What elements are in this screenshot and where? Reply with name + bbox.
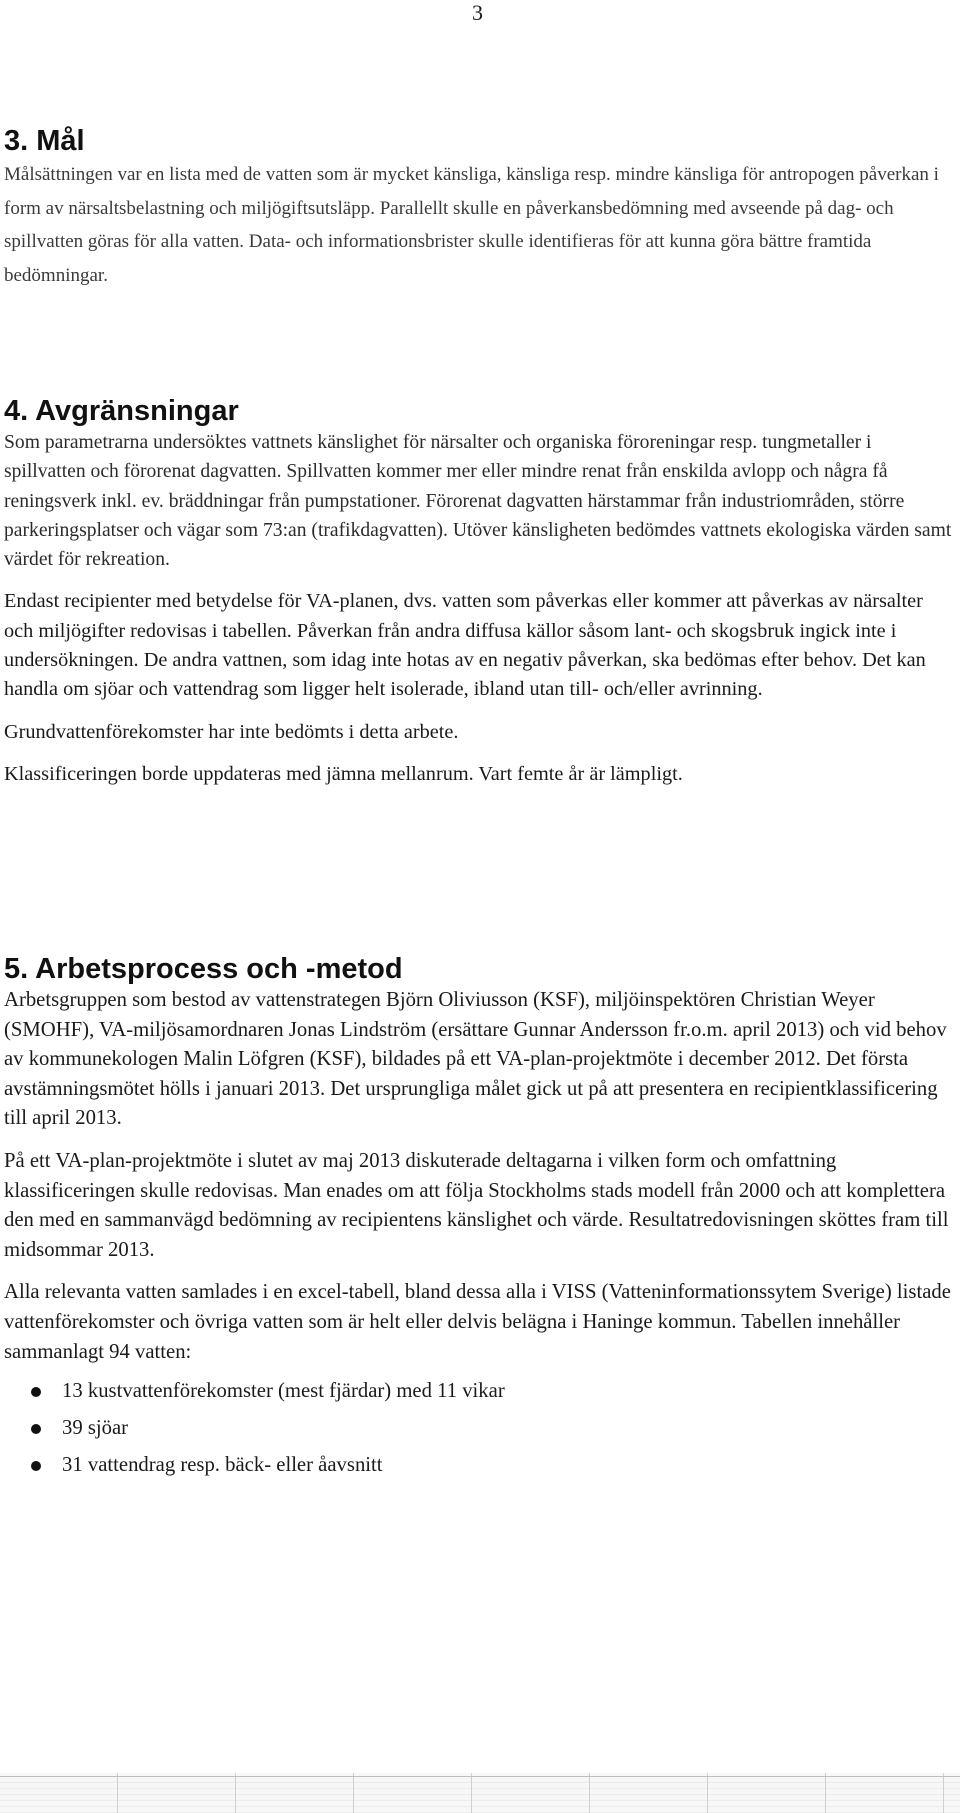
paragraph: Arbetsgruppen som bestod av vattenstrategen Björn Oliviusson (KSF), miljöinspektören Christian Weyer (SMOHF), VA-miljösamordnaren Jonas Lindström (ersättare Gunnar Andersson fr.o.m. april 2013) och vid behov av kommunekologen Malin Löfgren (KSF), bildades på ett VA-plan-projektmöte i december 2012. Det första avstämningsmötet hölls i januari 2013. Det ursprungliga målet gick ut på att presentera en recipientklassificering till april 2013. bbox=[4, 989, 947, 1130]
bullet-icon bbox=[31, 1461, 41, 1471]
list-item bbox=[62, 1373, 954, 1410]
footer-divider bbox=[0, 1776, 960, 1777]
paragraph: Grundvattenförekomster har inte bedömts i detta arbete. bbox=[4, 720, 459, 743]
bullet-icon bbox=[31, 1424, 41, 1434]
list-item-text: 39 sjöar bbox=[62, 1417, 129, 1440]
paragraph: Endast recipienter med betydelse för VA-planen, dvs. vatten som påverkas eller kommer att påverkas av närsalter och miljögifter redovisas i tabellen. Påverkan från andra diffusa källor såsom lant- och skogsbruk ingick inte i undersökningen. De andra vattnen, som idag inte hotas av en negativ påverkan, ska bedömas efter behov. Det kan handla om sjöar och vattendrag som ligger helt isolerade, ibland utan till- och/eller avrinning. bbox=[4, 590, 926, 701]
bullet-list bbox=[4, 1373, 954, 1484]
paragraph: Som parametrarna undersöktes vattnets känslighet för närsalter och organiska föroreningar resp. tungmetaller i spillvatten och förorenat dagvatten. Spillvatten kommer mer eller mindre renat från enskilda avlopp och några få reningsverk inkl. ev. bräddningar från pumpstationer. Förorenat dagvatten härstammar från industriområden, större parkeringsplatser och vägar som 73:an (trafikdagvatten). Utöver känsligheten bedömdes vattnets ekologiska värden samt värdet för rekreation. bbox=[4, 432, 952, 571]
footer-decoration bbox=[0, 1773, 960, 1813]
list-item-text: 13 kustvattenförekomster (mest fjärdar) med 11 vikar bbox=[62, 1380, 505, 1403]
section-heading: 5. Arbetsprocess och -metod bbox=[4, 953, 403, 985]
bullet-icon bbox=[31, 1387, 41, 1397]
section-goal bbox=[4, 124, 954, 292]
paragraph: Målsättningen var en lista med de vatten som är mycket känsliga, känsliga resp. mindre känsliga för antropogen påverkan i form av närsaltsbelastning och miljögiftsutsläpp. Parallellt skulle en påverkansbedömning med avseende på dag- och spillvatten göras för alla vatten. Data- och informationsbrister skulle identifieras för att kunna göra bättre framtida bedömningar. bbox=[4, 164, 939, 286]
list-item-text: 31 vattendrag resp. bäck- eller åavsnitt bbox=[62, 1454, 383, 1477]
list-item bbox=[62, 1410, 954, 1447]
section-delimitations bbox=[4, 394, 954, 789]
paragraph: Alla relevanta vatten samlades i en excel-tabell, bland dessa alla i VISS (Vatteninformationssytem Sverige) listade vattenförekomster och övriga vatten som är helt eller delvis belägna i Haninge kommun. Tabellen innehåller sammanlagt 94 vatten: bbox=[4, 1281, 951, 1363]
paragraph: Klassificeringen borde uppdateras med jämna mellanrum. Vart femte år är lämpligt. bbox=[4, 762, 683, 785]
list-item bbox=[62, 1447, 954, 1484]
section-heading: 4. Avgränsningar bbox=[4, 395, 239, 427]
section-work-process bbox=[4, 952, 954, 1484]
page-number: 3 bbox=[472, 0, 483, 25]
paragraph: På ett VA-plan-projektmöte i slutet av maj 2013 diskuterade deltagarna i vilken form och omfattning klassificeringen skulle redovisas. Man enades om att följa Stockholms stads modell från 2000 och att komplettera den med en sammanvägd bedömning av recipientens känslighet och värde. Resultatredovisningen sköttes fram till midsommar 2013. bbox=[4, 1149, 949, 1261]
section-heading: 3. Mål bbox=[4, 125, 85, 157]
